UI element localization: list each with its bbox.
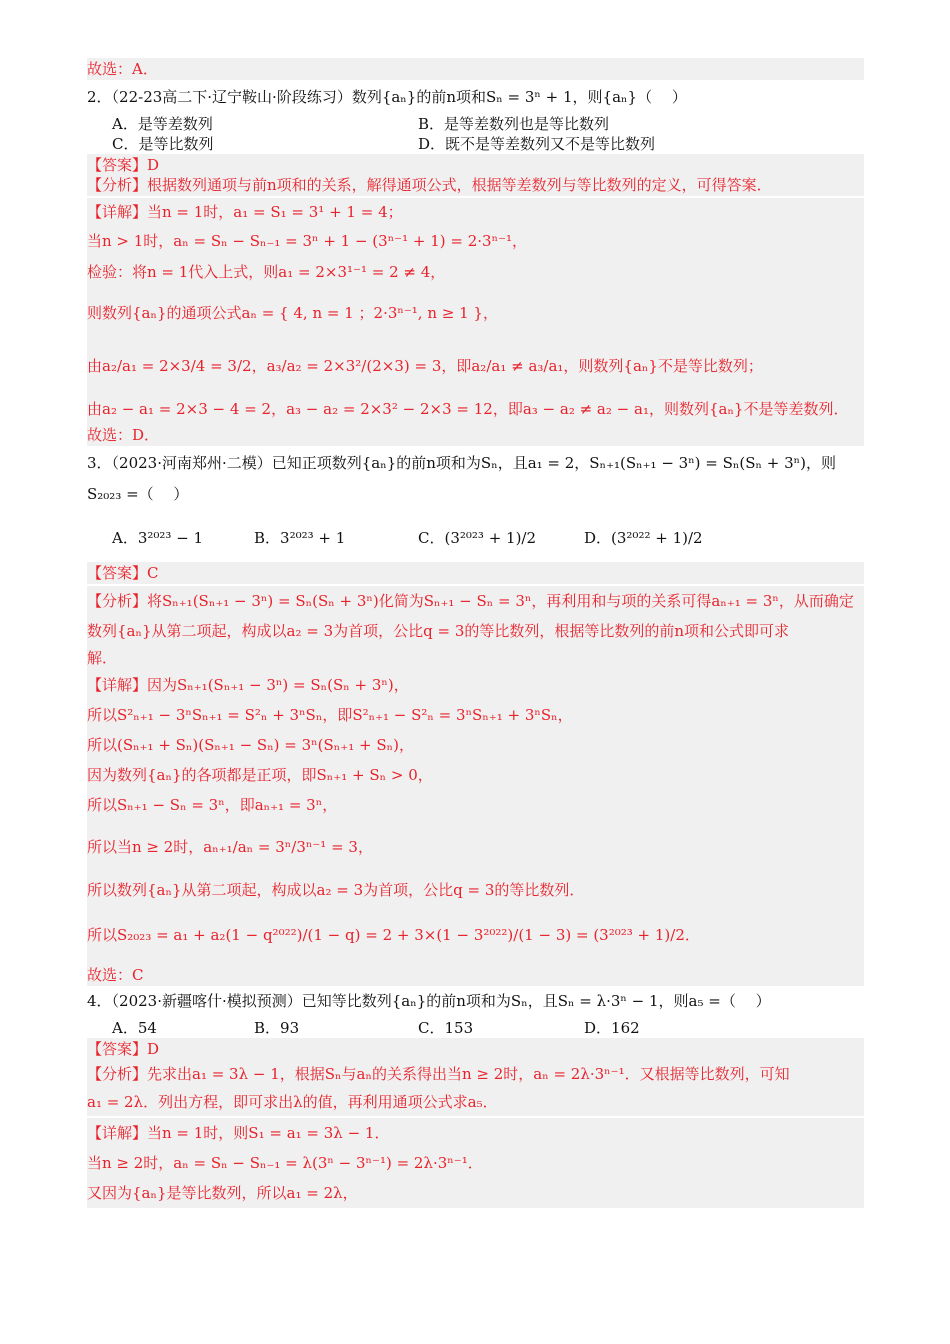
q2-option-d: D．既不是等差数列又不是等比数列 (418, 135, 656, 153)
q2-stem: 2．（22-23高二下·辽宁鞍山·阶段练习）数列{aₙ}的前n项和Sₙ = 3ⁿ + 1，则{aₙ}（ ） (87, 88, 687, 106)
q3-detail-7: 所以数列{aₙ}从第二项起，构成以a₂ = 3为首项，公比q = 3的等比数列． (87, 874, 864, 906)
q3-analysis-line-1: 【分析】将Sₙ₊₁(Sₙ₊₁ − 3ⁿ) = Sₙ(Sₙ + 3ⁿ)化简为Sₙ₊₁ − Sₙ = 3ⁿ，再利用和与项的关系可得aₙ₊₁ = 3ⁿ，从而确定 (87, 586, 864, 616)
q4-detail-2: 当n ≥ 2时，aₙ = Sₙ − Sₙ₋₁ = λ(3ⁿ − 3ⁿ⁻¹) = 2λ·3ⁿ⁻¹． (87, 1148, 864, 1178)
q4-detail-1: 【详解】当n = 1时，则S₁ = a₁ = 3λ − 1． (87, 1118, 864, 1148)
q3-detail-5: 所以Sₙ₊₁ − Sₙ = 3ⁿ，即aₙ₊₁ = 3ⁿ， (87, 790, 864, 820)
q2-detail-4: 则数列{aₙ}的通项公式aₙ = { 4, n = 1 ；2·3ⁿ⁻¹, n ≥ 1 }， (87, 288, 864, 338)
q2-conclusion: 故选：D． (87, 424, 864, 446)
q2-analysis: 【分析】根据数列通项与前n项和的关系，解得通项公式，根据等差数列与等比数列的定义，可得答案． (87, 174, 864, 196)
q3-detail-6: 所以当n ≥ 2时，aₙ₊₁/aₙ = 3ⁿ/3ⁿ⁻¹ = 3， (87, 820, 864, 874)
q2-option-b: B．是等差数列也是等比数列 (418, 115, 610, 133)
q4-analysis-line-2: a₁ = 2λ．列出方程，即可求出λ的值，再利用通项公式求a₅． (87, 1088, 864, 1116)
q2-detail-2: 当n > 1时，aₙ = Sₙ − Sₙ₋₁ = 3ⁿ + 1 − (3ⁿ⁻¹ + 1) = 2·3ⁿ⁻¹， (87, 226, 864, 256)
q3-detail-8: 所以S₂₀₂₃ = a₁ + a₂(1 − q²⁰²²)/(1 − q) = 2 + 3×(1 − 3²⁰²²)/(1 − 3) = (3²⁰²³ + 1)/2． (87, 906, 864, 964)
q2-detail-6: 由a₂ − a₁ = 2×3 − 4 = 2，a₃ − a₂ = 2×3² − 2×3 = 12，即a₃ − a₂ ≠ a₂ − a₁，则数列{aₙ}不是等差数列． (87, 394, 864, 424)
q3-detail-2: 所以S²ₙ₊₁ − 3ⁿSₙ₊₁ = S²ₙ + 3ⁿSₙ，即S²ₙ₊₁ − S²ₙ = 3ⁿSₙ₊₁ + 3ⁿSₙ， (87, 700, 864, 730)
q2-option-c: C．是等比数列 (112, 135, 214, 153)
q2-option-a: A．是等差数列 (112, 115, 213, 133)
q3-stem-line-1: 3．（2023·河南郑州·二模）已知正项数列{aₙ}的前n项和为Sₙ，且a₁ = 2，Sₙ₊₁(Sₙ₊₁ − 3ⁿ) = Sₙ(Sₙ + 3ⁿ)，则 (87, 454, 837, 472)
q3-option-a: A．3²⁰²³ − 1 (112, 529, 204, 547)
q4-option-a: A．54 (112, 1019, 157, 1037)
q3-option-c: C．(3²⁰²³ + 1)/2 (418, 529, 537, 547)
q4-answer: 【答案】D (87, 1038, 864, 1060)
q3-option-d: D．(3²⁰²² + 1)/2 (584, 529, 703, 547)
q4-option-d: D．162 (584, 1019, 640, 1037)
q4-detail-3: 又因为{aₙ}是等比数列，所以a₁ = 2λ， (87, 1178, 864, 1208)
q2-detail-3: 检验：将n = 1代入上式，则a₁ = 2×3¹⁻¹ = 2 ≠ 4， (87, 256, 864, 288)
q4-option-b: B．93 (254, 1019, 300, 1037)
q2-detail-5: 由a₂/a₁ = 2×3/4 = 3/2，a₃/a₂ = 2×3²/(2×3) = 3，即a₂/a₁ ≠ a₃/a₁，则数列{aₙ}不是等比数列； (87, 338, 864, 394)
q1-conclusion: 故选：A． (87, 58, 864, 80)
q3-detail-4: 因为数列{aₙ}的各项都是正项，即Sₙ₊₁ + Sₙ > 0， (87, 760, 864, 790)
q3-analysis-line-3: 解． (87, 646, 864, 670)
q3-detail-3: 所以(Sₙ₊₁ + Sₙ)(Sₙ₊₁ − Sₙ) = 3ⁿ(Sₙ₊₁ + Sₙ)， (87, 730, 864, 760)
q3-analysis-line-2: 数列{aₙ}从第二项起，构成以a₂ = 3为首项，公比q = 3的等比数列，根据等比数列的前n项和公式即可求 (87, 616, 864, 646)
q3-stem-line-2: S₂₀₂₃ =（ ） (87, 485, 189, 503)
q3-detail-1: 【详解】因为Sₙ₊₁(Sₙ₊₁ − 3ⁿ) = Sₙ(Sₙ + 3ⁿ)， (87, 670, 864, 700)
q3-answer: 【答案】C (87, 562, 864, 584)
q2-detail-1: 【详解】当n = 1时，a₁ = S₁ = 3¹ + 1 = 4； (87, 198, 864, 226)
q3-option-b: B．3²⁰²³ + 1 (254, 529, 346, 547)
q4-stem: 4．（2023·新疆喀什·模拟预测）已知等比数列{aₙ}的前n项和为Sₙ，且Sₙ = λ·3ⁿ − 1，则a₅ =（ ） (87, 992, 771, 1010)
q4-analysis-line-1: 【分析】先求出a₁ = 3λ − 1，根据Sₙ与aₙ的关系得出当n ≥ 2时，aₙ = 2λ·3ⁿ⁻¹．又根据等比数列，可知 (87, 1060, 864, 1088)
q2-answer: 【答案】D (87, 154, 864, 176)
q3-conclusion: 故选：C (87, 964, 864, 986)
q4-option-c: C．153 (418, 1019, 474, 1037)
